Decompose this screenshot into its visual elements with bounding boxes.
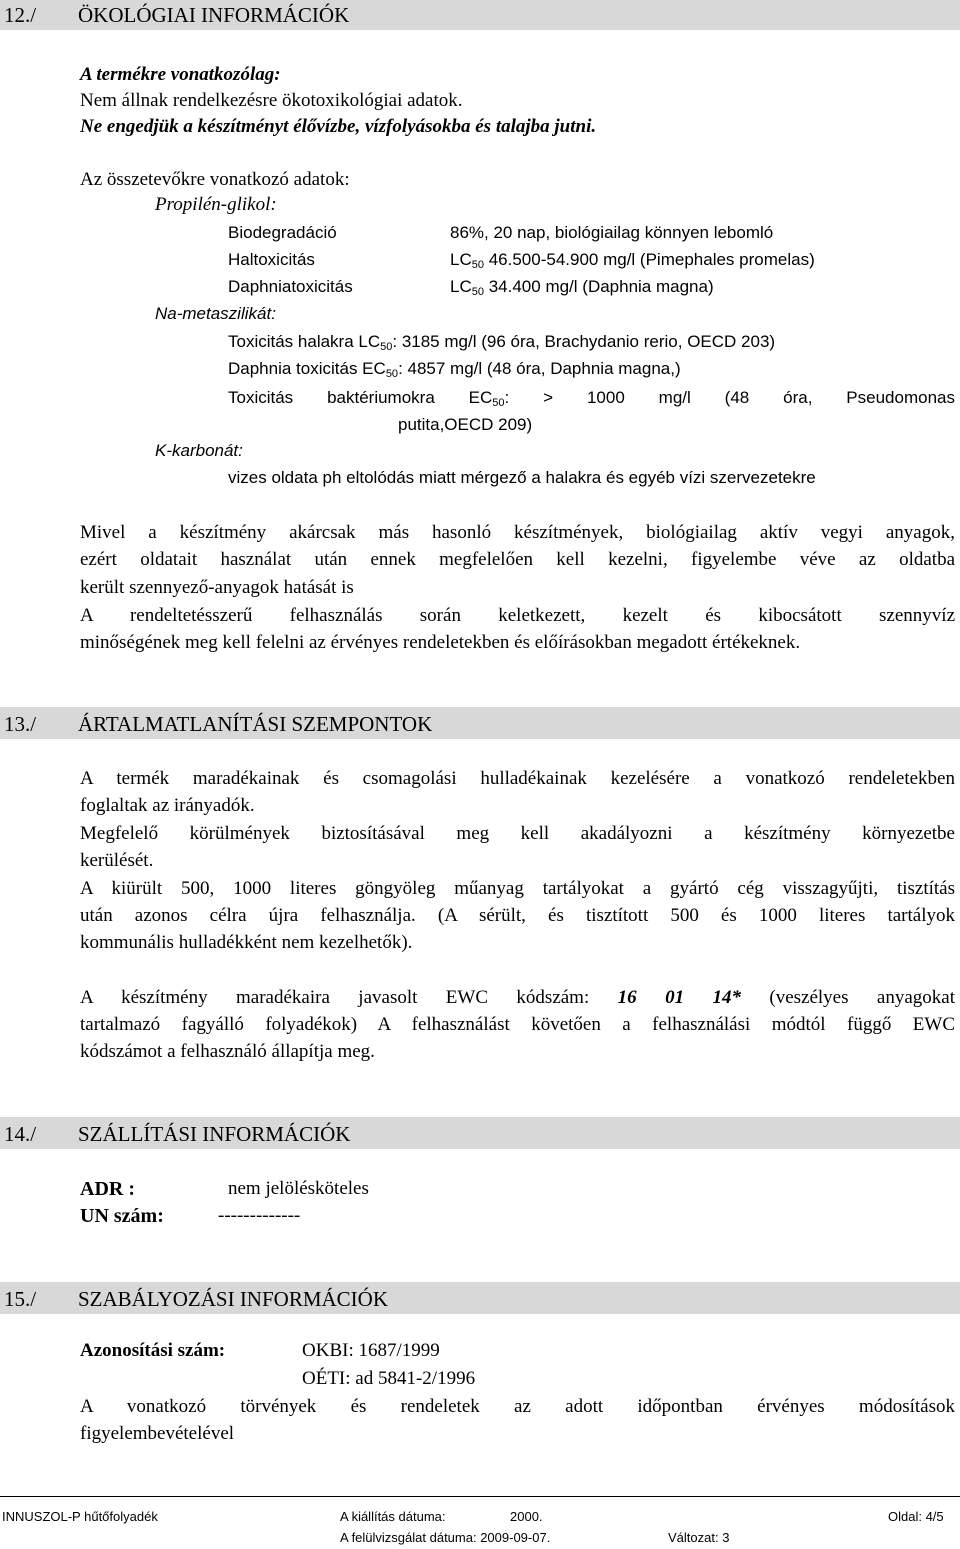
section-12-header bbox=[0, 0, 960, 30]
s12-para-line-4: A rendeltetésszerű felhasználás során keletkezett, kezelt és kibocsátott szennyvíz bbox=[80, 605, 955, 626]
s12-para-line-5: minőségének meg kell felelni az érvényes rendeletekben és előírásokban megadott értékeknek. bbox=[80, 632, 801, 653]
s13-line-9: tartalmazó fagyálló folyadékok) A felhasználást követően a felhasználási módtól függő EWC bbox=[80, 1014, 955, 1035]
daph-value-text: 34.400 mg/l (Daphnia magna) bbox=[488, 277, 714, 296]
daphnia-toxicity-value bbox=[450, 277, 714, 298]
s13-ewc-line bbox=[80, 988, 955, 1007]
section-14-title: SZÁLLÍTÁSI INFORMÁCIÓK bbox=[78, 1122, 351, 1146]
footer-revision bbox=[340, 1531, 550, 1544]
fish-lc: LC bbox=[450, 250, 472, 269]
biodegradation-label: Biodegradáció bbox=[228, 223, 337, 242]
biodegradation-value: 86%, 20 nap, biológiailag könnyen lebomló bbox=[450, 223, 774, 242]
na3-pre: Toxicitás baktériumokra EC bbox=[228, 388, 493, 407]
un-value: ------------- bbox=[218, 1205, 301, 1226]
na-fish-toxicity bbox=[228, 332, 776, 353]
s12-para-line-1: Mivel a készítmény akárcsak más hasonló készítmények, biológiailag aktív vegyi anyagok, bbox=[80, 522, 955, 543]
section-15-title: SZABÁLYOZÁSI INFORMÁCIÓK bbox=[78, 1287, 388, 1311]
adr-value: nem jelölésköteles bbox=[228, 1178, 369, 1199]
fish-toxicity-label: Haltoxicitás bbox=[228, 250, 315, 269]
s12-para-line-3: került szennyező-anyagok hatását is bbox=[80, 577, 354, 598]
na1-sub: 50 bbox=[380, 341, 393, 353]
footer-page: Oldal: 4/5 bbox=[888, 1509, 944, 1524]
id-label: Azonosítási szám: bbox=[80, 1340, 226, 1361]
na2-sub: 50 bbox=[385, 368, 399, 380]
propylene-glycol-heading: Propilén-glikol: bbox=[155, 194, 277, 215]
footer-rev-label: A felülvizsgálat dátuma: bbox=[340, 1530, 477, 1545]
footer-version: Változat: 3 bbox=[668, 1530, 730, 1545]
daph-lc: LC bbox=[450, 277, 472, 296]
na3-sub: 50 bbox=[492, 397, 505, 409]
s13-line-3: Megfelelő körülmények biztosításával meg kell akadályozni a készítmény környezetbe bbox=[80, 823, 955, 844]
ewc-post: (veszélyes anyagokat bbox=[769, 987, 955, 1008]
footer-product: INNUSZOL-P hűtőfolyadék bbox=[2, 1509, 158, 1524]
na-metasilicate-heading: Na-metaszilikát: bbox=[155, 304, 276, 323]
s13-line-5: A kiürült 500, 1000 literes göngyöleg műanyag tartályokat a gyártó cég visszagyűjti, tisztítás bbox=[80, 878, 955, 899]
ewc-code: 16 01 14* bbox=[617, 987, 741, 1008]
s12-para-line-2: ezért oldatait használat után ennek megfelelően kell kezelni, figyelembe véve az oldatba bbox=[80, 549, 955, 570]
footer-issue-value: 2000. bbox=[510, 1509, 543, 1524]
s13-line-4: kerülését. bbox=[80, 850, 154, 871]
id-value-1: OKBI: 1687/1999 bbox=[302, 1340, 440, 1361]
s13-line-7: kommunális hulladékként nem kezelhetők). bbox=[80, 932, 413, 953]
s15-line-2: figyelembevételével bbox=[80, 1423, 235, 1444]
s13-line-6: után azonos célra újra felhasználja. (A sérült, és tisztított 500 és 1000 literes tartályok bbox=[80, 905, 955, 926]
section-12-number: 12./ bbox=[4, 3, 37, 27]
na1-post: : 3185 mg/l (96 óra, Brachydanio rerio, OECD 203) bbox=[392, 332, 776, 351]
fish-lc-sub: 50 bbox=[471, 259, 484, 271]
section-13-header bbox=[0, 707, 960, 739]
s15-line-1: A vonatkozó törvények és rendeletek az adott időpontban érvényes módosítások bbox=[80, 1396, 955, 1417]
footer-issue-label: A kiállítás dátuma: bbox=[340, 1509, 446, 1524]
section-14-number: 14./ bbox=[4, 1122, 37, 1146]
section-12-title: ÖKOLÓGIAI INFORMÁCIÓK bbox=[78, 3, 350, 27]
section-14-header bbox=[0, 1117, 960, 1149]
na-bacteria-toxicity bbox=[228, 388, 955, 409]
k-carbonate-heading: K-karbonát: bbox=[155, 441, 243, 460]
k-carbonate-text: vizes oldata ph eltolódás miatt mérgező a halakra és egyéb vízi szervezetekre bbox=[228, 468, 816, 487]
s13-line-2: foglaltak az irányadók. bbox=[80, 795, 255, 816]
na-bacteria-toxicity-cont: putita,OECD 209) bbox=[398, 415, 533, 434]
components-heading: Az összetevőkre vonatkozó adatok: bbox=[80, 169, 350, 190]
na1-pre: Toxicitás halakra LC bbox=[228, 332, 381, 351]
footer-divider bbox=[0, 1496, 960, 1497]
adr-label: ADR : bbox=[80, 1178, 135, 1200]
s13-line-1: A termék maradékainak és csomagolási hulladékainak kezelésére a vonatkozó rendeletekben bbox=[80, 768, 955, 789]
s13-line-10: kódszámot a felhasználó állapítja meg. bbox=[80, 1041, 375, 1062]
footer-rev-value: 2009-09-07. bbox=[480, 1530, 551, 1545]
product-line-2: Ne engedjük a készítményt élővízbe, vízfolyásokba és talajba jutni. bbox=[80, 116, 597, 137]
section-13-number: 13./ bbox=[4, 712, 37, 736]
daphnia-toxicity-label: Daphniatoxicitás bbox=[228, 277, 353, 296]
un-label: UN szám: bbox=[80, 1205, 164, 1227]
section-15-number: 15./ bbox=[4, 1287, 37, 1311]
product-line-1: Nem állnak rendelkezésre ökotoxikológiai adatok. bbox=[80, 90, 463, 111]
na2-post: : 4857 mg/l (48 óra, Daphnia magna,) bbox=[398, 359, 681, 378]
fish-toxicity-value bbox=[450, 250, 815, 271]
section-13-title: ÁRTALMATLANÍTÁSI SZEMPONTOK bbox=[78, 712, 433, 736]
na3-post: : > 1000 mg/l (48 óra, Pseudomonas bbox=[504, 388, 955, 407]
na2-pre: Daphnia toxicitás EC bbox=[228, 359, 386, 378]
fish-value-text: 46.500-54.900 mg/l (Pimephales promelas) bbox=[488, 250, 815, 269]
na-daphnia-toxicity bbox=[228, 359, 681, 380]
daph-lc-sub: 50 bbox=[471, 286, 484, 298]
section-15-header bbox=[0, 1282, 960, 1314]
product-heading: A termékre vonatkozólag: bbox=[80, 64, 281, 85]
id-value-2: OÉTI: ad 5841-2/1996 bbox=[302, 1368, 476, 1389]
ewc-pre: A készítmény maradékaira javasolt EWC kódszám: bbox=[80, 987, 590, 1008]
